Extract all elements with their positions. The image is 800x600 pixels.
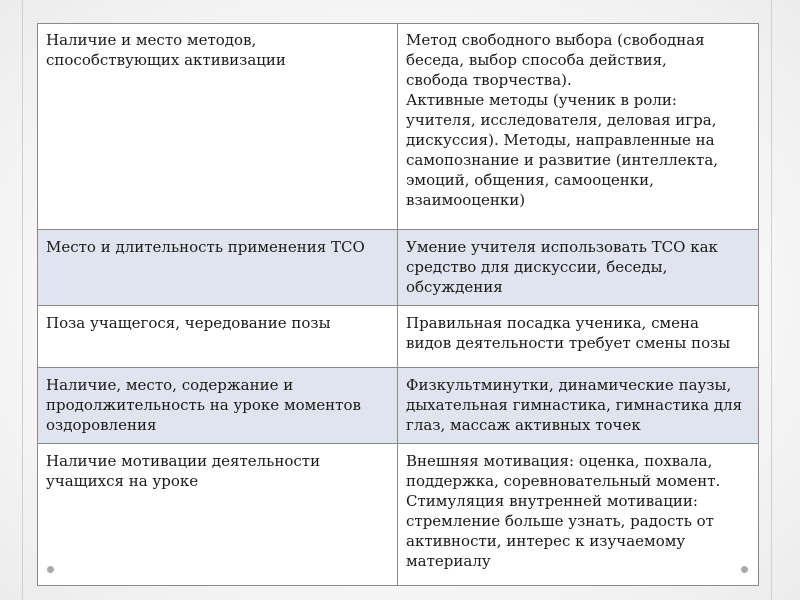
cell-text-line: глаз, массаж активных точек — [406, 416, 641, 434]
cell-text-line: Поза учащегося, чередование позы — [46, 314, 331, 332]
criteria-table — [37, 23, 759, 586]
table-row — [38, 306, 759, 368]
table-cell-description — [398, 444, 759, 586]
cell-text-line: обсуждения — [406, 278, 503, 296]
cell-text-line: Активные методы (ученик в роли: — [406, 91, 677, 109]
table-cell-description — [398, 230, 759, 306]
cell-text-line: Наличие, место, содержание и — [46, 376, 294, 394]
cell-text-line: Место и длительность применения ТСО — [46, 238, 365, 256]
cell-text-line: дыхательная гимнастика, гимнастика для — [406, 396, 743, 414]
cell-text-line: Умение учителя использовать ТСО как — [406, 238, 718, 256]
table-cell-description — [398, 306, 759, 368]
table-cell-criterion — [38, 368, 398, 444]
table-cell-description — [398, 24, 759, 230]
cell-text-line: оздоровления — [46, 416, 157, 434]
cell-text-line: самопознание и развитие (интеллекта, — [406, 151, 719, 169]
cell-text-line: Метод свободного выбора (свободная — [406, 31, 705, 49]
cell-text-line: продолжительность на уроке моментов — [46, 396, 361, 414]
cell-text-line: Наличие и место методов, — [46, 31, 257, 49]
table-row — [38, 368, 759, 444]
cell-text-line: дискуссия). Методы, направленные на — [406, 131, 715, 149]
cell-text-line: Правильная посадка ученика, смена — [406, 314, 699, 332]
table-row — [38, 230, 759, 306]
cell-text-line: материалу — [406, 552, 491, 570]
cell-text-line: взаимооценки) — [406, 191, 526, 209]
cell-text-line: активности, интерес к изучаемому — [406, 532, 686, 550]
cell-text-line: стремление больше узнать, радость от — [406, 512, 714, 530]
cell-text-line: способствующих активизации — [46, 51, 286, 69]
table-cell-criterion — [38, 230, 398, 306]
cell-text-line: средство для дискуссии, беседы, — [406, 258, 668, 276]
table-cell-criterion — [38, 24, 398, 230]
cell-text-line: учащихся на уроке — [46, 472, 199, 490]
cell-text-line: Стимуляция внутренней мотивации: — [406, 492, 698, 510]
cell-text-line: беседа, выбор способа действия, — [406, 51, 667, 69]
cell-text-line: Физкультминутки, динамические паузы, — [406, 376, 732, 394]
cell-text-line: учителя, исследователя, деловая игра, — [406, 111, 717, 129]
cell-text-line: поддержка, соревновательный момент. — [406, 472, 721, 490]
decorative-dot-left — [47, 566, 54, 573]
table-cell-description — [398, 368, 759, 444]
table-row — [38, 444, 759, 586]
table-cell-criterion — [38, 444, 398, 586]
table-cell-criterion — [38, 306, 398, 368]
cell-text-line: свобода творчества). — [406, 71, 572, 89]
decorative-dot-right — [741, 566, 748, 573]
table-row — [38, 24, 759, 230]
cell-text-line: Внешняя мотивация: оценка, похвала, — [406, 452, 713, 470]
cell-text-line: видов деятельности требует смены позы — [406, 334, 731, 352]
cell-text-line: Наличие мотивации деятельности — [46, 452, 321, 470]
cell-text-line: эмоций, общения, самооценки, — [406, 171, 654, 189]
